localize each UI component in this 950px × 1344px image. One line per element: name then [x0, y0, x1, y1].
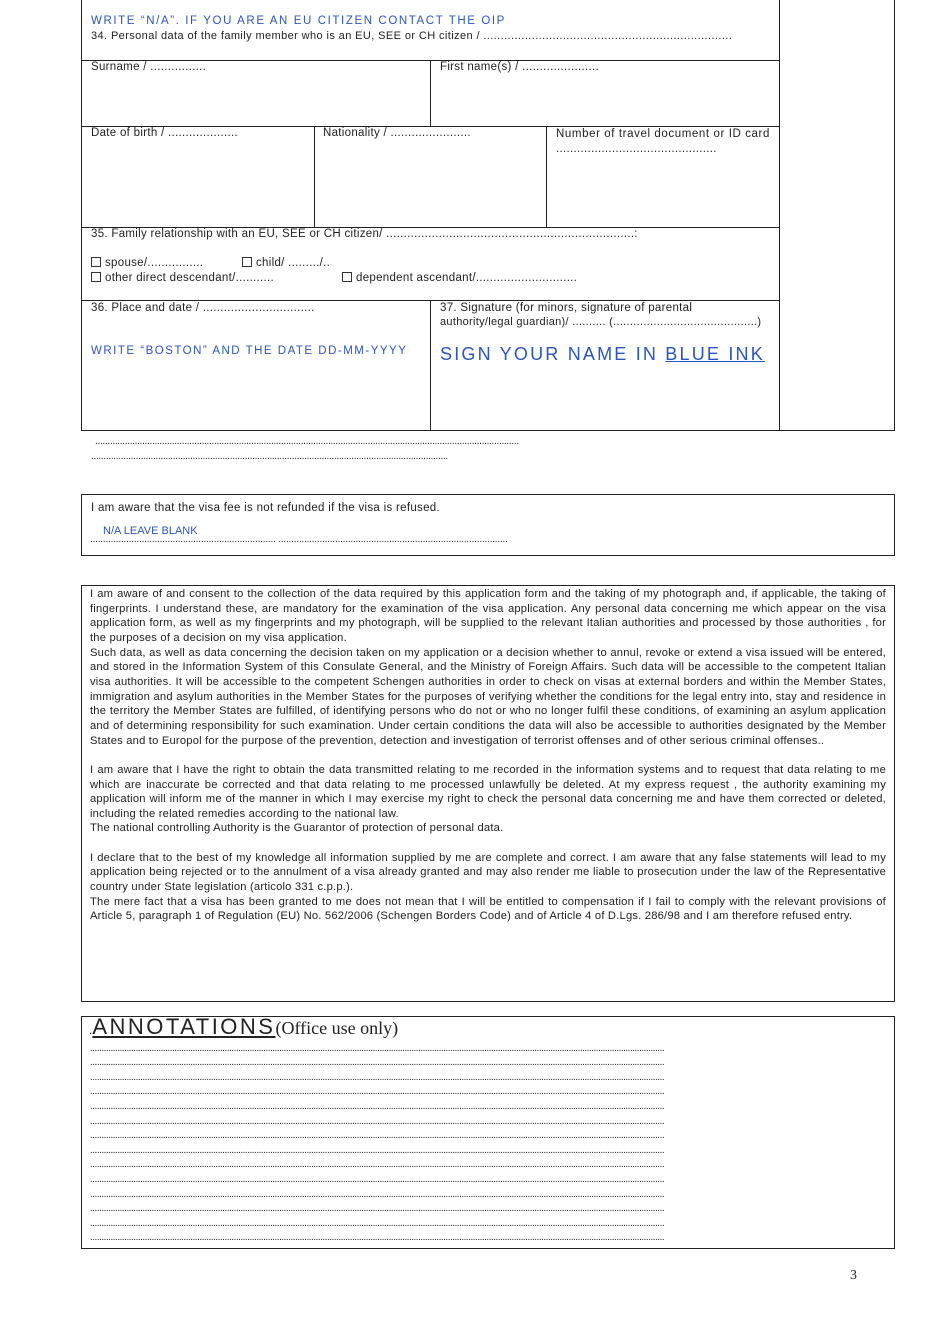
signature-label-1: 37. Signature (for minors, signature of parental — [440, 302, 693, 314]
annotation-line[interactable]: ............................................................................................................................................................................................................................................................ — [90, 1232, 665, 1243]
place-date-field[interactable]: 36. Place and date / ................................ — [91, 302, 315, 314]
ascendant-label: dependent ascendant/............................. — [356, 272, 578, 284]
page-number: 3 — [850, 1268, 857, 1283]
surname-field[interactable]: Surname / ................ — [91, 61, 207, 73]
section-35-label: 35. Family relationship with an EU, SEE or CH citizen/ .......................................................................: — [91, 228, 638, 240]
annotation-line[interactable]: ............................................................................................................................................................................................................................................................ — [90, 1043, 665, 1054]
annotation-line[interactable]: ............................................................................................................................................................................................................................................................ — [90, 1145, 665, 1156]
declaration-paragraph-4: The national controlling Authority is the Guarantor of protection of personal data. — [90, 822, 504, 835]
declaration-paragraph-3: I am aware that I have the right to obtain the data transmitted relating to me recorded in the information systems and to request that data relating to me which are inaccurate be corrected and that data relating to me processed unlawfully be deleted. At my express request , the authority examining my application will inform me of the manner in which I may exercise my right to check the personal data concerning me and have them corrected or deleted, including the related remedies according to the national law. — [90, 763, 886, 820]
child-label: child/ ........./.. — [256, 257, 331, 269]
annotations-subtitle: (Office use only) — [275, 1018, 399, 1038]
visa-fee-instruction: N/A LEAVE BLANK — [103, 525, 198, 537]
annotations-prefix: . — [89, 1023, 93, 1037]
declaration-paragraph-5: I declare that to the best of my knowledge all information supplied by me are complete and correct. I am aware that any false statements will lead to my application being rejected or to the annulment of a visa already granted and may also render me liable to prosecution under the law of the Representative country under State legislation (articolo 331 c.p.p.). — [90, 851, 886, 894]
annotations-heading — [89, 1014, 398, 1040]
ascendant-checkbox[interactable] — [342, 272, 352, 282]
signature-field[interactable] — [440, 344, 765, 365]
declaration-paragraph-6: The mere fact that a visa has been granted to me does not mean that I will be entitled to compensation if I fail to comply with the relevant provisions of Article 5, paragraph 1 of Regulation (EU) No. 562/2006 (Schengen Borders Code) and of Article 4 of D.Lgs. 286/98 and I am therefore refused entry. — [90, 895, 886, 923]
visa-fee-statement: I am aware that the visa fee is not refunded if the visa is refused. — [91, 502, 440, 514]
annotation-line[interactable]: ............................................................................................................................................................................................................................................................ — [90, 1057, 665, 1068]
signature-instruction: SIGN YOUR NAME IN — [440, 344, 666, 364]
annotation-line[interactable]: ............................................................................................................................................................................................................................................................ — [90, 1218, 665, 1229]
annotation-line[interactable]: ............................................................................................................................................................................................................................................................ — [90, 1130, 665, 1141]
annotation-line[interactable]: ............................................................................................................................................................................................................................................................ — [90, 1086, 665, 1097]
spouse-label: spouse/................ — [105, 257, 204, 269]
spouse-checkbox[interactable] — [91, 257, 101, 267]
annotation-line[interactable]: ............................................................................................................................................................................................................................................................ — [90, 1116, 665, 1127]
annotation-line[interactable]: ............................................................................................................................................................................................................................................................ — [90, 1072, 665, 1083]
travel-document-field[interactable]: Number of travel document or ID card — [556, 128, 770, 140]
descendant-label: other direct descendant/........... — [105, 272, 275, 284]
annotation-line[interactable]: ............................................................................................................................................................................................................................................................ — [90, 1203, 665, 1214]
annotation-line[interactable]: ............................................................................................................................................................................................................................................................ — [90, 1189, 665, 1200]
free-line-1[interactable]: ........................................................................................................................................................................... — [95, 436, 519, 447]
place-date-instruction: WRITE “BOSTON” AND THE DATE DD-MM-YYYY — [91, 345, 408, 357]
child-option[interactable] — [242, 257, 330, 269]
declaration-paragraph-2: Such data, as well as data concerning the decision taken on my application or a decision whether to annul, revoke or extend a visa issued will be entered, and stored in the Information System of this Consulate General, and the Ministry of Foreign Affairs. Such data will be accessible to the competent Italian visa authorities. It will be accessible to the competent Schengen authorities in order to check on visas at external borders and within the Member States, immigration and asylum authorities in the Member States for the purposes of verifying whether the conditions for the legal entry into, stay and residence in the territory the Member States are fulfilled, of identifying persons who do not or who no longer fulfil these conditions, of examining an asylum application and of determining responsibility for such examination. Under certain conditions the data will also be accessible to authorities designated by the Member States and to Europol for the purpose of the prevention, detection and investigation of terrorist offenses and of other serious criminal offenses.. — [90, 646, 886, 747]
section-34-instruction: WRITE “N/A”. IF YOU ARE AN EU CITIZEN CONTACT THE OIP — [91, 15, 506, 27]
ascendant-option[interactable] — [342, 272, 577, 284]
spouse-option[interactable] — [91, 257, 203, 269]
visa-fee-signature-line[interactable]: ........................................................................ ......................................................................................... — [90, 534, 508, 545]
descendant-option[interactable] — [91, 272, 274, 284]
section-34-label: 34. Personal data of the family member who is an EU, SEE or CH citizen / ........................................................................ — [91, 30, 733, 42]
nationality-field[interactable]: Nationality / ....................... — [323, 127, 471, 139]
annotation-line[interactable]: ............................................................................................................................................................................................................................................................ — [90, 1159, 665, 1170]
travel-document-dots: .............................................. — [556, 143, 717, 155]
free-line-2[interactable]: ................................................................................................................................................ — [91, 451, 448, 462]
declaration-paragraph-1: I am aware of and consent to the collection of the data required by this application form and the taking of my photograph and, if applicable, the taking of fingerprints. I understand these, are mandatory for the examination of the visa application. Any personal data concerning me which appear on the visa application form, as well as my fingerprints and my photograph, will be supplied to the relevant Italian authorities and processed by those authorities , for the purposes of a decision on my visa application. — [90, 588, 886, 644]
declaration-text — [90, 587, 886, 924]
annotation-line[interactable]: ............................................................................................................................................................................................................................................................ — [90, 1174, 665, 1185]
blue-ink-emphasis: BLUE INK — [665, 344, 765, 364]
descendant-checkbox[interactable] — [91, 272, 101, 282]
annotation-line[interactable]: ............................................................................................................................................................................................................................................................ — [90, 1101, 665, 1112]
signature-label-2: authority/legal guardian)/ .......... (...........................................) — [440, 316, 762, 328]
child-checkbox[interactable] — [242, 257, 252, 267]
date-of-birth-field[interactable]: Date of birth / .................... — [91, 127, 238, 139]
first-name-field[interactable]: First name(s) / ...................... — [440, 61, 600, 73]
annotations-title: ANNOTATIONS — [92, 1014, 276, 1039]
